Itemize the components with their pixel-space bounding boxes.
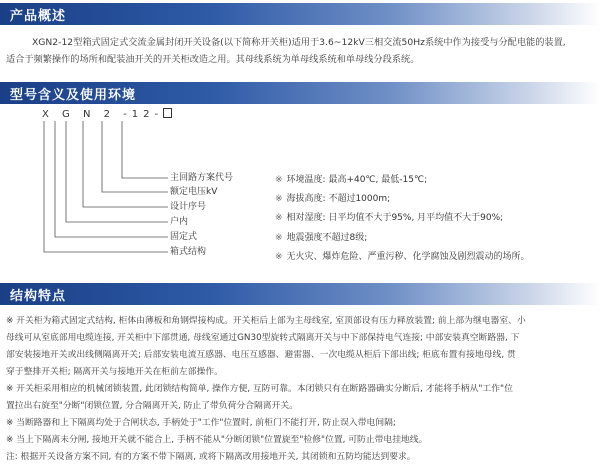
env-item-altitude: ※ 海拔高度: 不超过1000m;	[275, 194, 391, 204]
env-item-temperature: ※ 环境温度: 最高+40℃, 最低-15℃;	[275, 175, 428, 185]
env-item-earthquake: ※ 地震强度不超过8级;	[275, 233, 368, 243]
structure-line-7: ※ 当断路器和上下隔离均处于合闸状态, 手柄处于"工作"位置时, 前柜门不能打开, 防止误入带电间隔;	[6, 418, 396, 428]
env-item-humidity: ※ 相对湿度: 日平均值不大于95%, 月平均值不大于90%;	[275, 213, 504, 223]
structure-line-6: 置拉出右旋至"分断"闭锁位置, 分合隔离开关, 防止了带负荷分合隔离开关。	[6, 401, 298, 411]
model-label-indoor: 户内	[170, 217, 189, 227]
model-code-text: X G N 2 -12-	[42, 109, 164, 120]
structure-line-8: ※ 当上下隔离未分闸, 接地开关就不能合上, 手柄不能从"分断闭锁"位置旋至"检修"位置, 可防止带电挂地线。	[6, 435, 428, 445]
structure-line-3: 部安装接地开关或出线侧隔离开关; 后部安装电流互感器、电压互感器、避雷器、一次电缆从柜后下部出线; 柜底布置有接地母线, 贯	[6, 350, 516, 360]
env-item-hazard: ※ 无火灾、爆炸危险、严重污秽、化学腐蚀及剧烈震动的场所。	[275, 252, 530, 262]
structure-line-2: 母线可从室底部用电缆连接, 开关柜中下部贯通, 母线室通过GN30型旋转式隔离开关与中下部保持电气连接; 中部安装真空断路器, 下	[6, 333, 520, 343]
section-title-structure: 结构特点	[10, 289, 67, 304]
env-bullet: ※	[275, 233, 283, 243]
section-banner-structure	[0, 283, 600, 305]
env-bullet: ※	[275, 213, 283, 223]
structure-note: 注: 根据开关设备方案不同, 有的方案不带下隔离, 或将下隔离改用接地开关, 其闭锁和五防均能达到要求。	[6, 452, 416, 462]
structure-line-4: 穿于整排开关柜; 隔离开关与接地开关在柜前左部操作。	[6, 367, 223, 377]
model-label-design-serial: 设计序号	[170, 202, 207, 212]
model-label-box-structure: 箱式结构	[170, 247, 207, 257]
structure-line-5: ※ 开关柜采用相应的机械闭锁装置, 此闭锁结构简单, 操作方便, 互防可靠。本闭锁只有在断路器确实分断后, 才能将手柄从"工作"位	[6, 384, 513, 394]
model-label-fixed: 固定式	[170, 232, 198, 242]
env-bullet: ※	[275, 252, 283, 262]
model-label-rated-voltage: 额定电压kV	[170, 187, 218, 197]
section-title-model: 型号含义及使用环境	[10, 88, 137, 103]
overview-line-1: XGN2-12型箱式固定式交流金属封闭开关设备(以下简称开关柜)适用于3.6~12kV三相交流50Hz系统中作为接受与分配电能的装置,	[32, 37, 566, 48]
structure-line-1: ※ 开关柜为箱式固定式结构, 柜体由薄板和角钢焊接构成。开关柜后上部为主母线室, 室顶部设有压力释放装置; 前上部为继电器室、小	[6, 316, 526, 326]
model-label-main-circuit: 主回路方案代号	[170, 173, 234, 183]
section-title-overview: 产品概述	[10, 9, 67, 24]
env-bullet: ※	[275, 194, 283, 204]
env-bullet: ※	[275, 175, 283, 185]
overview-line-2: 适合于频繁操作的场所和配装油开关的开关柜改造之用。其母线系统为单母线系统和单母线分段系统。	[6, 54, 420, 65]
